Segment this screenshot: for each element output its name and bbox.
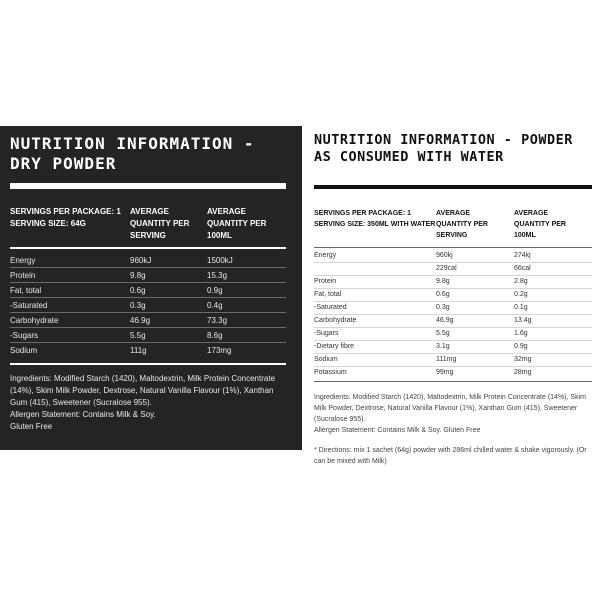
servings-per-package: SERVINGS PER PACKAGE: 1 [314, 210, 411, 217]
per-100ml-value: 0.9g [207, 286, 223, 295]
nutrient-name: Sodium [314, 356, 338, 363]
per-serving-value: 46.9g [130, 316, 151, 325]
per-100ml-value: 0.1g [514, 304, 528, 311]
serving-size: SERVING SIZE: 350ML WITH WATER [314, 221, 436, 228]
table-row [10, 329, 286, 343]
nutrient-name: Carbohydrate [314, 317, 357, 324]
servings-per-package: SERVINGS PER PACKAGE: 1 [10, 207, 121, 216]
allergen-statement: Allergen Statement: Contains Milk & Soy. Gluten Free [314, 427, 481, 434]
serving-size: SERVING SIZE: 64G [10, 219, 86, 228]
directions-note: * Directions: mix 1 sachet (64g) powder with 286ml chilled water & shake vigorously. (Or can be mixed with Milk) [314, 447, 587, 465]
table-row [10, 299, 286, 313]
nutrient-name: Protein [314, 278, 337, 285]
per-100ml-value: 73.3g [207, 316, 228, 325]
per-100ml-value: 2.8g [514, 278, 528, 285]
per-serving-value: 0.3g [436, 304, 450, 311]
per-100ml-value: 15.3g [207, 271, 228, 280]
nutrient-name: Carbohydrate [10, 316, 59, 325]
col-header-per-100ml: AVERAGE QUANTITY PER 100ML [207, 207, 267, 240]
table-row [10, 269, 286, 283]
table-row [10, 254, 286, 268]
per-serving-value: 3.1g [436, 343, 450, 350]
nutrient-name: Energy [314, 252, 337, 259]
title-divider [10, 183, 286, 189]
allergen-statement: Allergen Statement: Contains Milk & Soy. [10, 410, 156, 419]
col-header-per-serving: AVERAGE QUANTITY PER SERVING [436, 210, 488, 239]
per-serving-value: 46.9g [436, 317, 454, 324]
dry-powder-panel [0, 126, 302, 450]
table-row [314, 328, 592, 341]
wet-panel-title: NUTRITION INFORMATION - POWDER AS CONSUMED WITH WATER [314, 132, 573, 165]
per-100ml-value: 0.9g [514, 343, 528, 350]
nutrient-name: Potassium [314, 369, 347, 376]
per-serving-value: 229cal [436, 265, 457, 272]
per-100ml-value: 274kj [514, 252, 531, 259]
table-row [314, 250, 592, 263]
table-row [314, 341, 592, 354]
nutrient-name: Fat, total [314, 291, 342, 298]
nutrient-name: Fat, total [10, 286, 42, 295]
per-serving-value: 111g [130, 346, 147, 355]
per-serving-value: 9.8g [436, 278, 450, 285]
per-serving-value: 960kj [436, 252, 453, 259]
table-row [314, 302, 592, 315]
ingredients-block [10, 373, 280, 433]
per-100ml-value: 0.2g [514, 291, 528, 298]
nutrient-name: Sodium [10, 346, 38, 355]
per-100ml-value: 66cal [514, 265, 531, 272]
nutrient-name: -Sugars [314, 330, 339, 337]
nutrient-name: -Sugars [10, 331, 39, 340]
table-row [314, 276, 592, 289]
per-serving-value: 0.6g [436, 291, 450, 298]
table-row [314, 354, 592, 367]
table-row [314, 289, 592, 302]
header-divider [314, 247, 592, 248]
table-end-divider [10, 363, 286, 365]
per-serving-value: 9.8g [130, 271, 146, 280]
ingredients-block [314, 392, 594, 436]
per-serving-value: 5.5g [130, 331, 146, 340]
nutrient-name: -Saturated [10, 301, 48, 310]
serving-info [314, 208, 439, 230]
table-row [10, 344, 286, 357]
ingredients-text: Ingredients: Modified Starch (1420), Maltodextrin, Milk Protein Concentrate (14%), Skim Milk Powder, Dextrose, Natural Vanilla Flavour (1%), Xanthan Gum (415), Sweetener (Sucralose 955). [314, 394, 586, 423]
nutrient-name: -Saturated [314, 304, 347, 311]
col-header-per-100ml: AVERAGE QUANTITY PER 100ML [514, 210, 566, 239]
per-100ml-value: 1.6g [514, 330, 528, 337]
table-row [314, 263, 592, 276]
per-serving-value: 111mg [436, 356, 457, 363]
per-serving-value: 0.6g [130, 286, 146, 295]
col-header-per-serving: AVERAGE QUANTITY PER SERVING [130, 207, 190, 240]
header-divider [10, 247, 286, 249]
serving-info [10, 206, 122, 230]
with-water-panel [302, 126, 600, 476]
title-divider [314, 185, 592, 189]
dry-panel-title: NUTRITION INFORMATION - DRY POWDER [10, 134, 255, 173]
per-serving-value: 0.3g [130, 301, 146, 310]
per-100ml-value: 0.4g [207, 301, 223, 310]
nutrient-name: Energy [10, 256, 36, 265]
table-row [10, 314, 286, 328]
per-100ml-value: 8.6g [207, 331, 223, 340]
per-100ml-value: 173mg [207, 346, 232, 355]
nutrient-name: -Dietary fibre [314, 343, 355, 350]
per-serving-value: 960kJ [130, 256, 152, 265]
ingredients-text: Ingredients: Modified Starch (1420), Maltodextrin, Milk Protein Concentrate (14%), Skim Milk Powder, Dextrose, Natural Vanilla Flavour (1%), Xanthan Gum (415), Sweetener (Sucralose 955). [10, 374, 276, 407]
per-100ml-value: 1500kJ [207, 256, 233, 265]
table-row [314, 315, 592, 328]
table-row [314, 367, 592, 379]
gluten-free-note: Gluten Free [10, 422, 53, 431]
per-serving-value: 5.5g [436, 330, 450, 337]
table-end-divider [314, 381, 592, 382]
nutrient-name: Protein [10, 271, 36, 280]
table-row [10, 284, 286, 298]
per-100ml-value: 13.4g [514, 317, 532, 324]
per-100ml-value: 32mg [514, 356, 532, 363]
per-100ml-value: 28mg [514, 369, 532, 376]
per-serving-value: 99mg [436, 369, 454, 376]
